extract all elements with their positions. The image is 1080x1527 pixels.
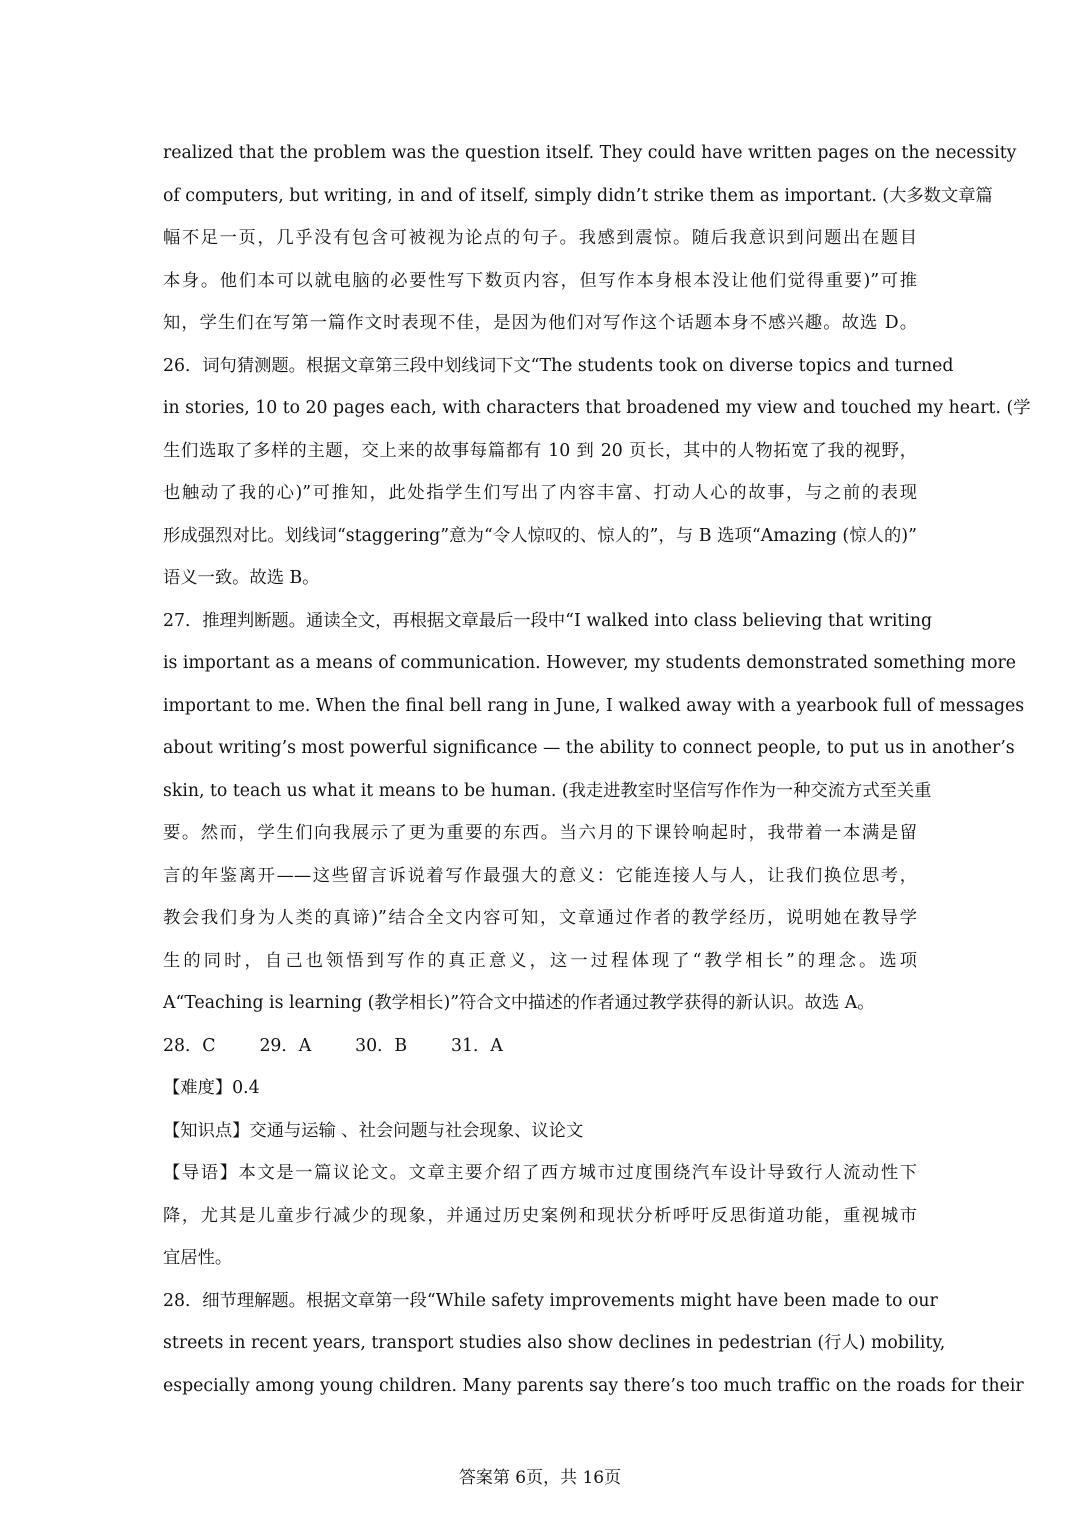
text-line: is important as a means of communication. However, my students demonstrated something more: [163, 653, 1017, 673]
text-line: 也触动了我的心)”可推知，此处指学生们写出了内容丰富、打动人心的故事，与之前的表现: [163, 483, 917, 503]
text-line: important to me. When the final bell rang in June, I walked away with a yearbook full of messages: [163, 695, 1025, 716]
answer-text-body: [163, 132, 1031, 1407]
text-line: 幅不足一页，几乎没有包含可被视为论点的句子。我感到震惊。随后我意识到问题出在题目: [163, 228, 917, 248]
text-line: especially among young children. Many parents say there’s too much traffic on the roads for their: [163, 1375, 1024, 1396]
text-line: 语义一致。故选 B。: [163, 568, 320, 588]
text-line: 形成强烈对比。划线词“staggering”意为“令人惊叹的、惊人的”，与 B 选项“Amazing (惊人的)”: [163, 525, 917, 546]
page-footer: 答案第 6页，共 16页: [458, 1468, 622, 1488]
text-line: skin, to teach us what it means to be human. (我走进教室时坚信写作作为一种交流方式至关重: [163, 780, 932, 801]
text-line: 【难度】0.4: [163, 1078, 260, 1098]
text-line: 【知识点】交通与运输 、社会问题与社会现象、议论文: [163, 1120, 584, 1141]
text-line: A“Teaching is learning (教学相长)”符合文中描述的作者通过教学获得的新认识。故选 A。: [163, 993, 875, 1013]
text-line: 知，学生们在写第一篇作文时表现不佳，是因为他们对写作这个话题本身不感兴趣。故选 D。: [163, 313, 917, 333]
text-line: 【导语】本文是一篇议论文。文章主要介绍了西方城市过度围绕汽车设计导致行人流动性下: [163, 1163, 917, 1183]
text-line: about writing’s most powerful significance — the ability to connect people, to put us in another’s: [163, 738, 1015, 758]
text-line: 生们选取了多样的主题，交上来的故事每篇都有 10 到 20 页长，其中的人物拓宽了我的视野，: [163, 440, 917, 461]
text-line: of computers, but writing, in and of itself, simply didn’t strike them as important. (大多数文章篇: [163, 185, 993, 206]
text-line: 教会我们身为人类的真谛)”结合全文内容可知，文章通过作者的教学经历，说明她在教导学: [163, 908, 917, 928]
text-line: 本身。他们本可以就电脑的必要性写下数页内容，但写作本身根本没让他们觉得重要)”可推: [163, 270, 917, 291]
text-line: streets in recent years, transport studies also show declines in pedestrian (行人) mobility,: [163, 1333, 946, 1353]
text-line: in stories, 10 to 20 pages each, with characters that broadened my view and touched my heart. (学: [163, 398, 1031, 418]
text-line: realized that the problem was the question itself. They could have written pages on the necessity: [163, 143, 1017, 163]
text-line: 28．细节理解题。根据文章第一段“While safety improvements might have been made to our: [163, 1290, 938, 1311]
answer-key-line: 28．C 29．A 30．B 31．A: [163, 1035, 503, 1056]
text-line: 要。然而，学生们向我展示了更为重要的东西。当六月的下课铃响起时，我带着一本满是留: [163, 823, 917, 843]
text-line: 27．推理判断题。通读全文，再根据文章最后一段中“I walked into class believing that writing: [163, 610, 933, 631]
text-line: 生的同时，自己也领悟到写作的真正意义，这一过程体现了“教学相长”的理念。选项: [163, 950, 917, 971]
text-line: 26．词句猜测题。根据文章第三段中划线词下文“The students took on diverse topics and turned: [163, 355, 954, 376]
text-line: 降，尤其是儿童步行减少的现象，并通过历史案例和现状分析呼吁反思街道功能，重视城市: [163, 1205, 917, 1226]
text-line: 宜居性。: [163, 1248, 233, 1268]
text-line: 言的年鉴离开——这些留言诉说着写作最强大的意义：它能连接人与人，让我们换位思考，: [163, 865, 917, 886]
